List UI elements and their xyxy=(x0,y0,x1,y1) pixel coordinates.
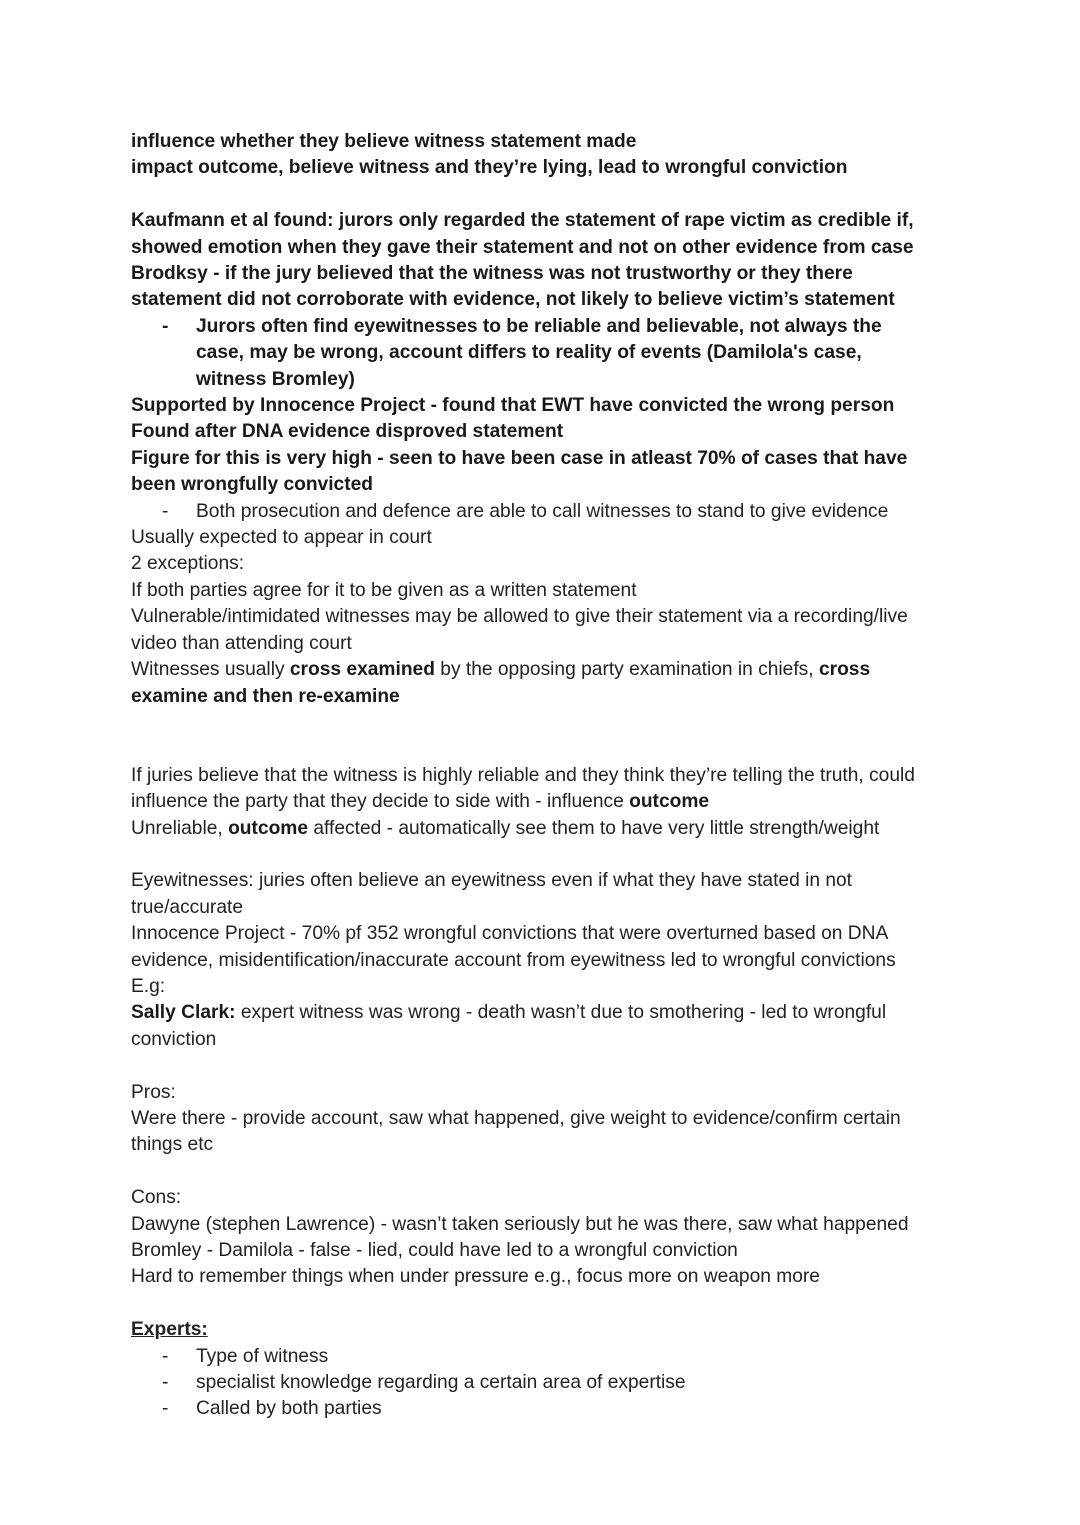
text-line: Bromley - Damilola - false - lied, could have led to a wrongful conviction xyxy=(131,1239,738,1261)
text-line: Called by both parties xyxy=(196,1398,382,1420)
bullet-item-jurors xyxy=(131,314,961,393)
text-line: true/accurate xyxy=(131,896,243,918)
text-line: Both prosecution and defence are able to call witnesses to stand to give evidence xyxy=(196,500,889,522)
intro-paragraph xyxy=(131,129,961,182)
cross-examination-paragraph xyxy=(131,657,961,710)
text-line: If juries believe that the witness is highly reliable and they think they’re telling the truth, could xyxy=(131,764,915,786)
bullet-dash: - xyxy=(162,500,169,522)
text-line: Supported by Innocence Project - found that EWT have convicted the wrong person xyxy=(131,395,895,417)
text-run: Unreliable, xyxy=(131,817,229,839)
experts-section xyxy=(131,1317,961,1423)
text-line: Kaufmann et al found: jurors only regarded the statement of rape victim as credible if, xyxy=(131,210,914,232)
text-line: video than attending court xyxy=(131,632,352,654)
text-line: witness Bromley) xyxy=(196,368,355,390)
juries-paragraph xyxy=(131,763,961,842)
section-heading: Cons: xyxy=(131,1187,182,1209)
text-line: conviction xyxy=(131,1028,217,1050)
text-line: been wrongfully convicted xyxy=(131,474,374,496)
text-line: examine and then re-examine xyxy=(131,685,400,707)
bold-term: outcome xyxy=(629,791,710,813)
list-item xyxy=(131,1344,961,1370)
text-run: Witnesses usually xyxy=(131,659,290,681)
text-line: Brodksy - if the jury believed that the witness was not trustworthy or they there xyxy=(131,263,853,285)
text-line: Jurors often find eyewitnesses to be reliable and believable, not always the xyxy=(196,315,882,337)
spacer xyxy=(131,1053,961,1079)
spacer xyxy=(131,710,961,736)
text-line: Found after DNA evidence disproved statement xyxy=(131,421,564,443)
text-line: influence whether they believe witness statement made xyxy=(131,131,637,152)
section-heading: Experts: xyxy=(131,1319,208,1341)
text-line: Vulnerable/intimidated witnesses may be allowed to give their statement via a recording/live xyxy=(131,606,908,628)
list-item xyxy=(131,1396,961,1422)
text-run: by the opposing party examination in chiefs, xyxy=(434,659,819,681)
text-line: Type of witness xyxy=(196,1345,329,1367)
text-line: things etc xyxy=(131,1134,214,1156)
text-line: statement did not corroborate with evidence, not likely to believe victim’s statement xyxy=(131,289,895,311)
kaufmann-paragraph xyxy=(131,208,961,314)
spacer xyxy=(131,182,961,208)
innocence-paragraph xyxy=(131,393,961,499)
text-run: affected - automatically see them to have very little strength/weight xyxy=(308,817,880,839)
eyewitness-paragraph xyxy=(131,868,961,1053)
text-line: Eyewitnesses: juries often believe an eyewitness even if what they have stated in not xyxy=(131,870,853,892)
text-line: Usually expected to appear in court xyxy=(131,527,432,549)
bold-term: Sally Clark: xyxy=(131,1002,236,1024)
bold-term: cross examined xyxy=(289,659,435,681)
text-line: specialist knowledge regarding a certain area of expertise xyxy=(196,1371,686,1393)
text-line xyxy=(131,657,961,683)
bullet-dash: - xyxy=(162,315,169,337)
bold-term: outcome xyxy=(228,817,309,839)
pros-section xyxy=(131,1080,961,1159)
spacer xyxy=(131,1159,961,1185)
text-line: Dawyne (stephen Lawrence) - wasn’t taken seriously but he was there, saw what happened xyxy=(131,1213,909,1235)
text-line xyxy=(131,816,961,842)
notes-body xyxy=(131,129,961,1423)
court-paragraph xyxy=(131,525,961,657)
text-line: impact outcome, believe witness and they’re lying, lead to wrongful conviction xyxy=(131,157,848,179)
text-line: showed emotion when they gave their statement and not on other evidence from case xyxy=(131,236,914,258)
bullet-dash: - xyxy=(162,1371,169,1393)
text-line: Innocence Project - 70% pf 352 wrongful convictions that were overturned based on DNA xyxy=(131,923,889,945)
text-line: E.g: xyxy=(131,975,166,997)
cons-section xyxy=(131,1185,961,1291)
text-run: expert witness was wrong - death wasn’t due to smothering - led to wrongful xyxy=(235,1002,887,1024)
list-item xyxy=(131,1370,961,1396)
text-line: evidence, misidentification/inaccurate account from eyewitness led to wrongful convictions xyxy=(131,949,896,971)
text-line xyxy=(131,1000,961,1026)
bullet-dash: - xyxy=(162,1398,169,1420)
spacer xyxy=(131,1291,961,1317)
spacer xyxy=(131,736,961,762)
text-line: 2 exceptions: xyxy=(131,553,245,575)
bullet-dash: - xyxy=(162,1345,169,1367)
text-line: Hard to remember things when under pressure e.g., focus more on weapon more xyxy=(131,1266,820,1288)
section-heading: Pros: xyxy=(131,1081,176,1103)
text-line: If both parties agree for it to be given as a written statement xyxy=(131,579,637,601)
spacer xyxy=(131,842,961,868)
text-run: influence the party that they decide to side with - influence xyxy=(131,791,630,813)
bold-term: cross xyxy=(818,659,871,681)
text-line xyxy=(131,789,961,815)
text-line: Were there - provide account, saw what happened, give weight to evidence/confirm certain xyxy=(131,1107,901,1129)
text-line: Figure for this is very high - seen to have been case in atleast 70% of cases that have xyxy=(131,447,908,469)
text-line: case, may be wrong, account differs to reality of events (Damilola's case, xyxy=(196,342,862,364)
bullet-item-prosecution xyxy=(131,499,961,525)
